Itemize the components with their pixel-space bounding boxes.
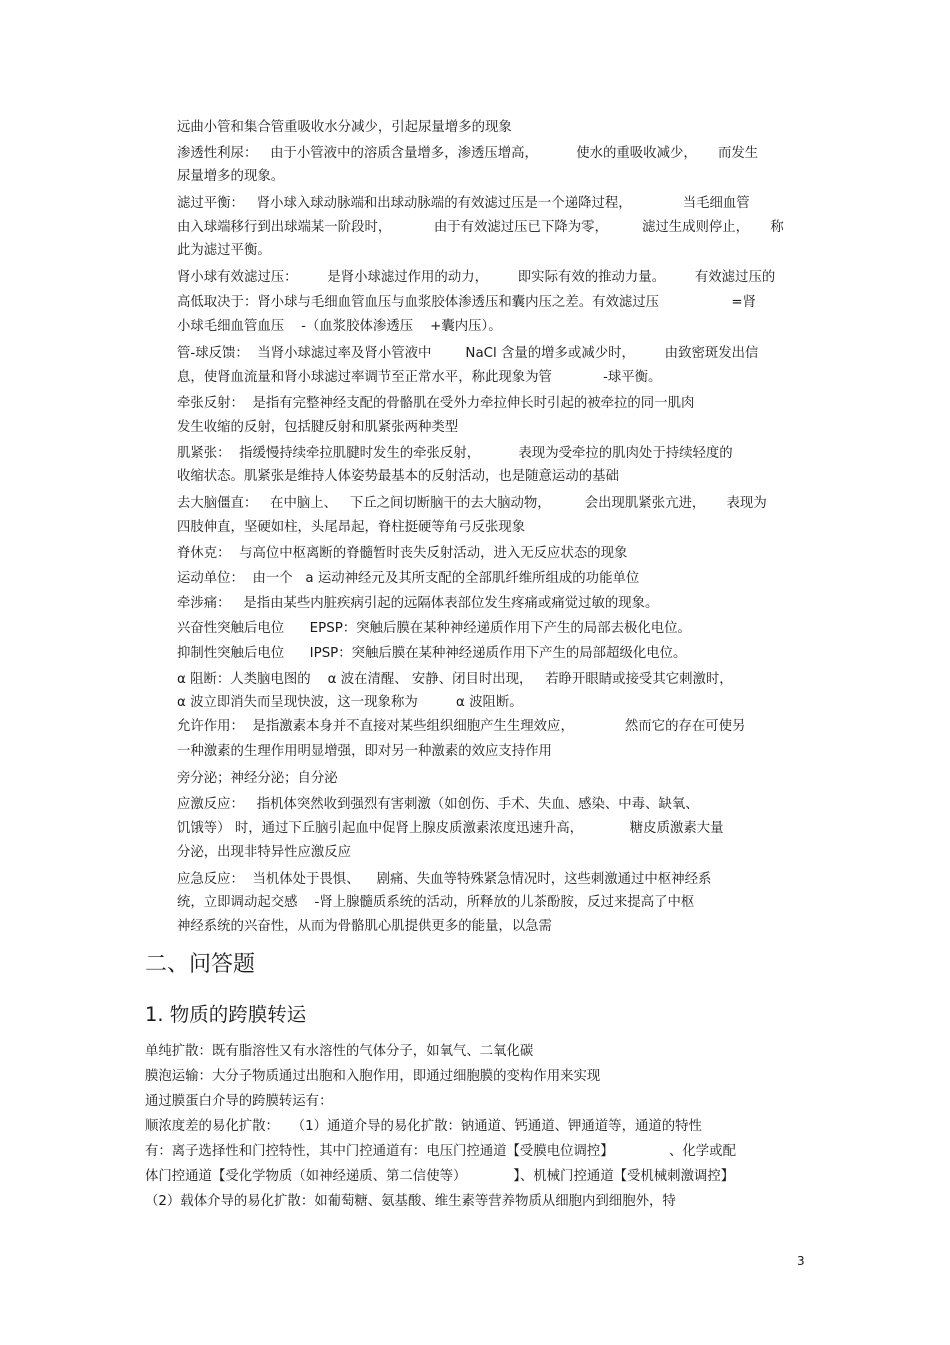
text-line: 单纯扩散：既有脂溶性又有水溶性的气体分子，如氧气、二氧化碳: [145, 1044, 534, 1059]
text-line: 四肢伸直，坚硬如柱，头尾昂起，脊柱挺硬等角弓反张现象: [177, 520, 526, 535]
text-line: 兴奋性突触后电位 EPSP：突触后膜在某种神经递质作用下产生的局部去极化电位。: [177, 621, 691, 636]
text-line: 应激反应： 指机体突然收到强烈有害刺激（如创伤、手术、失血、感染、中毒、缺氧、: [177, 797, 699, 812]
text-line: 体门控通道【受化学物质（如神经递质、第二信使等） 】、机械门控通道【受机械刺激调控】: [145, 1169, 735, 1184]
text-line: 饥饿等） 时，通过下丘脑引起血中促肾上腺皮质激素浓度迅速升高， 糖皮质激素大量: [177, 821, 724, 836]
text-line: 滤过平衡： 肾小球入球动脉端和出球动脉端的有效滤过压是一个递降过程， 当毛细血管: [177, 196, 750, 211]
text-line: 发生收缩的反射，包括腱反射和肌紧张两种类型: [177, 420, 459, 435]
page-number: 3: [797, 1254, 805, 1268]
text-line: 肌紧张： 指缓慢持续牵拉肌腱时发生的牵张反射， 表现为受牵拉的肌肉处于持续轻度的: [177, 446, 733, 461]
text-line: 肾小球有效滤过压： 是肾小球滤过作用的动力， 即实际有效的推动力量。 有效滤过压的: [177, 270, 776, 285]
sub-heading: 1. 物质的跨膜转运: [145, 1003, 307, 1026]
text-line: 有：离子选择性和门控特性，其中门控通道有：电压门控通道【受膜电位调控】 、化学或配: [145, 1144, 736, 1159]
text-line: 应急反应： 当机体处于畏惧、 剧痛、失血等特殊紧急情况时，这些刺激通过中枢神经系: [177, 872, 712, 887]
text-line: 一种激素的生理作用明显增强，即对另一种激素的效应支持作用: [177, 744, 552, 759]
text-line: 通过膜蛋白介导的跨膜转运有：: [145, 1094, 333, 1109]
text-line: 收缩状态。肌紧张是维持人体姿势最基本的反射活动，也是随意运动的基础: [177, 469, 619, 484]
text-line: 旁分泌；神经分泌；自分泌: [177, 771, 338, 786]
section-heading: 二、问答题: [145, 952, 256, 977]
text-line: 小球毛细血管血压 -（血浆胶体渗透压 +囊内压）。: [177, 319, 502, 334]
text-line: 神经系统的兴奋性，从而为骨骼肌心肌提供更多的能量，以急需: [177, 919, 552, 934]
text-line: 渗透性利尿： 由于小管液中的溶质含量增多，渗透压增高， 使水的重吸收减少， 而发生: [177, 146, 759, 161]
text-line: 此为滤过平衡。: [177, 243, 271, 258]
text-line: 去大脑僵直： 在中脑上、 下丘之间切断脑干的去大脑动物， 会出现肌紧张亢进， 表现为: [177, 496, 767, 511]
text-line: 管-球反馈： 当肾小球滤过率及肾小管液中 NaCl 含量的增多或减少时， 由致密斑发出信: [177, 346, 759, 361]
text-line: 远曲小管和集合管重吸收水分减少，引起尿量增多的现象: [177, 120, 512, 135]
text-line: 分泌，出现非特异性应激反应: [177, 845, 352, 860]
text-line: 顺浓度差的易化扩散： （1）通道介导的易化扩散：钠通道、钙通道、钾通道等，通道的特性: [145, 1119, 702, 1134]
text-line: 牵张反射： 是指有完整神经支配的骨骼肌在受外力牵拉伸长时引起的被牵拉的同一肌肉: [177, 396, 695, 411]
text-line: 统，立即调动起交感 -肾上腺髓质系统的活动，所释放的儿茶酚胺，反过来提高了中枢: [177, 895, 695, 910]
text-line: 尿量增多的现象。: [177, 169, 285, 184]
text-line: 脊休克： 与高位中枢离断的脊髓暂时丧失反射活动，进入无反应状态的现象: [177, 546, 628, 561]
text-line: 牵涉痛： 是指由某些内脏疾病引起的远隔体表部位发生疼痛或痛觉过敏的现象。: [177, 596, 659, 611]
text-line: 运动单位： 由一个 a 运动神经元及其所支配的全部肌纤维所组成的功能单位: [177, 571, 640, 586]
text-line: 高低取决于：肾小球与毛细血管血压与血浆胶体渗透压和囊内压之差。有效滤过压 =肾: [177, 295, 757, 310]
text-line: 抑制性突触后电位 IPSP：突触后膜在某种神经递质作用下产生的局部超级化电位。: [177, 646, 687, 661]
text-line: 息，使肾血流量和肾小球滤过率调节至正常水平，称此现象为管 -球平衡。: [177, 370, 662, 385]
text-line: （2）载体介导的易化扩散：如葡萄糖、氨基酸、维生素等营养物质从细胞内到细胞外，特: [145, 1194, 676, 1209]
text-line: 膜泡运输：大分子物质通过出胞和入胞作用，即通过细胞膜的变构作用来实现: [145, 1069, 601, 1084]
text-line: α 阻断：人类脑电图的 α 波在清醒、 安静、闭目时出现， 若睁开眼睛或接受其它刺激时，: [177, 672, 733, 687]
text-line: 由入球端移行到出球端某一阶段时， 由于有效滤过压已下降为零， 滤过生成则停止， 称: [177, 220, 784, 235]
text-line: 允许作用： 是指激素本身并不直接对某些组织细胞产生生理效应， 然而它的存在可使另: [177, 719, 746, 734]
text-line: α 波立即消失而呈现快波，这一现象称为 α 波阻断。: [177, 695, 523, 710]
